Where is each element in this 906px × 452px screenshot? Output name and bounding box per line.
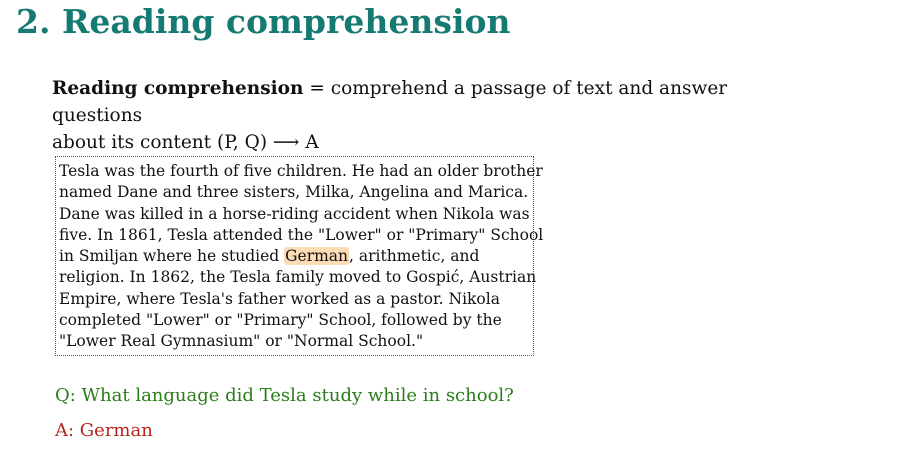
question-text: Q: What language did Tesla study while in school? — [55, 385, 514, 406]
passage-line-before-answer: in Smiljan where he studied — [59, 247, 285, 266]
definition-line-1 — [52, 75, 812, 129]
definition-text — [52, 75, 812, 156]
passage-line: completed "Lower" or "Primary" School, followed by the — [59, 311, 502, 330]
passage-line: Dane was killed in a horse-riding accident when Nikola was — [59, 204, 530, 223]
definition-term: Reading comprehension — [52, 78, 304, 99]
passage-line: "Lower Real Gymnasium" or "Normal School." — [59, 332, 424, 351]
definition-description: comprehend a passage of text and answer questions — [52, 78, 728, 126]
passage-line: five. In 1861, Tesla attended the "Lower" or "Primary" School — [59, 225, 544, 244]
answer-text: A: German — [55, 420, 153, 441]
passage-box — [55, 156, 544, 356]
passage-line: named Dane and three sisters, Milka, Angelina and Marica. — [59, 183, 529, 202]
passage-line: Tesla was the fourth of five children. He had an older brother — [59, 162, 543, 180]
passage-line: Empire, where Tesla's father worked as a pastor. Nikola — [59, 289, 500, 308]
definition-equals: = — [303, 78, 331, 99]
passage-line — [59, 246, 530, 267]
passage-line-after-answer: , arithmetic, and — [349, 247, 480, 266]
slide-title: 2. Reading comprehension — [16, 2, 511, 41]
passage-line: religion. In 1862, the Tesla family moved to Gospić, Austrian — [59, 268, 537, 287]
definition-line-2: about its content (P, Q) ⟶ A — [52, 132, 319, 153]
answer-highlight: German — [285, 247, 349, 266]
